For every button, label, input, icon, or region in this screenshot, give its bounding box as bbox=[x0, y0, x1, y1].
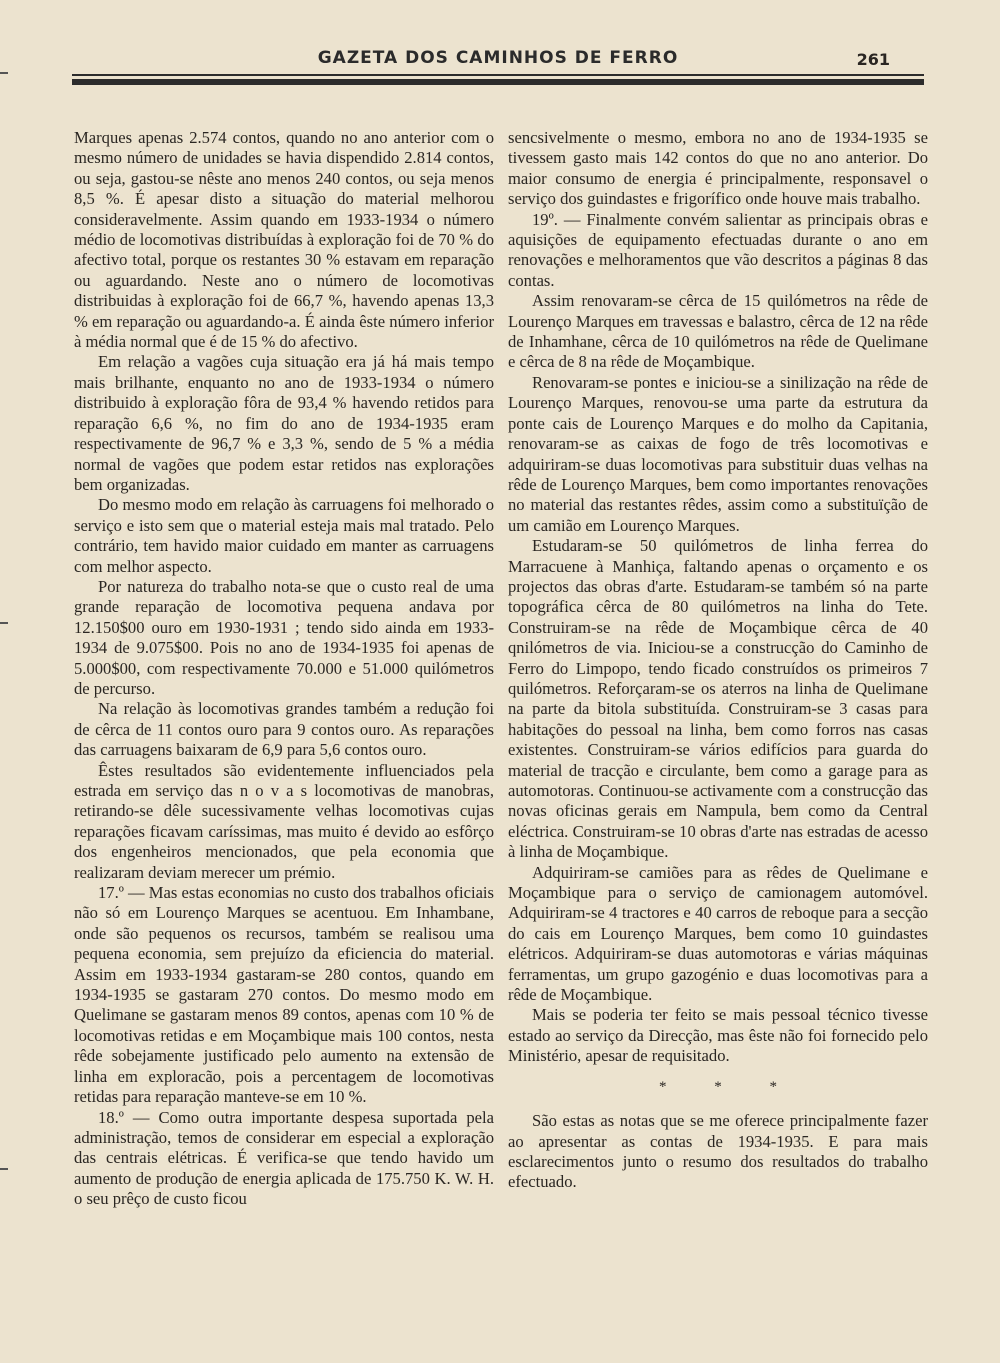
paragraph: Marques apenas 2.574 contos, quando no ano anterior com o mesmo número de unidades se havia dispendido 2.814 contos, ou seja, gastou-se nêste ano menos 240 contos, ou seja menos 8,5 %. É apesar disto a situação do material melhorou consideravelmente. Assim quando em 1933-1934 o número médio de locomotivas distribuídas à exploração foi de 70 % do afectivo total, porque os restantes 30 % estavam em reparação ou aguardando. Neste ano o número de locomotivas distribuidas à exploração foi de 66,7 %, havendo apenas 13,3 % em reparação ou aguardando-a. É ainda êste número inferior à média normal que é de 15 % do afectivo. bbox=[74, 128, 494, 352]
paragraph: Mais se poderia ter feito se mais pessoal técnico tivesse estado ao serviço da Direcção, mas êste não foi fornecido pelo Ministério, apesar de requisitado. bbox=[508, 1005, 928, 1066]
journal-title: GAZETA DOS CAMINHOS DE FERRO bbox=[317, 48, 679, 68]
paragraph: Adquiriram-se camiões para as rêdes de Quelimane e Moçambique para o serviço de camionagem automóvel. Adquiriram-se 4 tractores e 40 carros de reboque para a secção do cais em Lourenço Marques, bem como 10 guindastes elétricos. Adquiriram-se duas automotoras e várias máquinas ferramentas, um grupo gazogénio e duas locomotivas para a rêde de Moçambique. bbox=[508, 862, 928, 1005]
paragraph: Estudaram-se 50 quilómetros de linha ferrea do Marracuene à Manhiça, faltando apenas o orçamento e os projectos das obras d'arte. Estudaram-se também só na parte topográfica cêrca de 80 quilómetros na linha do Tete. Construiram-se na rêde de Moçambique cêrca de 40 qnilómetros de via. Iniciou-se a construcção do Caminho de Ferro do Limpopo, tendo ficado construídos os primeiros 7 quilómetros. Reforçaram-se os aterros na linha de Quelimane na parte da bitola substituída. Construiram-se 3 casas para habitações do pessoal na linha, bem como forros nas casas existentes. Construiram-se vários edifícios para guarda do material de tracção e circulante, bem como a garage para as automotoras. Continuou-se activamente com a construcção das novas oficinas gerais em Nampula, bem como da Central eléctrica. Construiram-se 10 obras d'arte nas estradas de acesso à linha de Moçambique. bbox=[508, 536, 928, 862]
page-header bbox=[72, 48, 924, 88]
paragraph: sencsivelmente o mesmo, embora no ano de 1934-1935 se tivessem gasto mais 142 contos do que no ano anterior. Do maior consumo de energia é principalmente, responsavel o serviço dos guindastes e frigorífico onde houve mais trabalho. bbox=[508, 128, 928, 209]
paragraph: Por natureza do trabalho nota-se que o custo real de uma grande reparação de locomotiva pequena andava por 12.150$00 ouro em 1930-1931 ; tendo sido ainda em 1933-1934 de 9.075$00. Pois no ano de 1934-1935 foi apenas de 5.000$00, com respectivamente 70.000 e 51.000 quilómetros de percurso. bbox=[74, 576, 494, 698]
closing-paragraph: São estas as notas que se me oferece principalmente fazer ao apresentar as contas de 1934-1935. E para mais esclarecimentos junto o resumo dos resultados do trabalho efectuado. bbox=[508, 1111, 928, 1192]
margin-mark bbox=[0, 1168, 8, 1170]
paragraph: 19º. — Finalmente convém salientar as principais obras e aquisições de equipamento efectuadas durante o ano em renovações e melhoramentos que vão descritos a páginas 8 das contas. bbox=[508, 209, 928, 290]
paragraph: Assim renovaram-se cêrca de 15 quilómetros na rêde de Lourenço Marques em travessas e balastro, cêrca de 12 na rêde de Inhamhane, cêrca de 10 quilómetros na rêde de Quelimane e cêrca de 8 na rêde de Moçambique. bbox=[508, 291, 928, 372]
paragraph: 17.º — Mas estas economias no custo dos trabalhos oficiais não só em Lourenço Marques se acentuou. Em Inhambane, onde são pequenos os recursos, também se realisou uma pequena economia, sem prejuízo da eficiencia do material. Assim em 1933-1934 gastaram-se 280 contos, quando em 1934-1935 se gastaram 270 contos. Do mesmo modo em Quelimane se gastaram menos 89 contos, apenas com 10 % de locomotivas retidas e em Moçambique mais 100 contos, nesta rêde sobejamente justificado pelo aumento na extensão de linha em exploracão, pois a percentagem de locomotivas retidas para reparação manteve-se em 10 %. bbox=[74, 883, 494, 1107]
right-column bbox=[508, 128, 928, 1193]
header-rule-thick bbox=[72, 79, 924, 85]
paragraph: Renovaram-se pontes e iniciou-se a sinilização na rêde de Lourenço Marques, renovou-se uma parte da estrutura da ponte cais de Lourenço Marques e do molho da Capitania, renovaram-se as caixas de fogo de três locomotivas e adquiriram-se duas locomotivas para substituir duas velhas na rêde de Lourenço Marques, bem como importantes renovações no material das restantes rêdes, assim como a substituïção de um camião em Lourenço Marques. bbox=[508, 372, 928, 535]
paragraph: Do mesmo modo em relação às carruagens foi melhorado o serviço e isto sem que o material esteja mais mal tratado. Pelo contrário, tem havido maior cuidado em manter as carruagens com melhor aspecto. bbox=[74, 495, 494, 576]
paragraph: Em relação a vagões cuja situação era já há mais tempo mais brilhante, enquanto no ano de 1933-1934 o número distribuido à exploração fôra de 93,4 % havendo retidos para reparação 6,6 %, no fim do ano de 1934-1935 eram respectivamente de 96,7 % e 3,3 %, sendo de 5 % a média normal de vagões que podem estar retidos nas explorações bem organizadas. bbox=[74, 352, 494, 494]
margin-mark bbox=[0, 622, 8, 624]
header-rule-thin bbox=[72, 74, 924, 76]
page-number: 261 bbox=[856, 50, 890, 69]
section-separator: * * * bbox=[659, 1078, 799, 1095]
paragraph: Êstes resultados são evidentemente influenciados pela estrada em serviço das n o v a s locomotivas de manobras, retirando-se dêle sucessivamente velhas locomotivas cujas reparações ficavam caríssimas, mas muito é devido ao esfôrço dos engenheiros mencionados, que pela economia que realizaram deviam merecer um prémio. bbox=[74, 760, 494, 882]
left-column bbox=[74, 128, 494, 1210]
paragraph: 18.º — Como outra importante despesa suportada pela administração, temos de considerar em especial a exploração das centrais elétricas. É verifica-se que tendo havido um aumento de produção de energia aplicada de 175.750 K. W. H. o seu prêço de custo ficou bbox=[74, 1107, 494, 1209]
margin-mark bbox=[0, 72, 8, 74]
paragraph: Na relação às locomotivas grandes também a redução foi de cêrca de 11 contos ouro para 9 contos ouro. As reparações das carruagens baixaram de 6,9 para 5,6 contos ouro. bbox=[74, 699, 494, 760]
